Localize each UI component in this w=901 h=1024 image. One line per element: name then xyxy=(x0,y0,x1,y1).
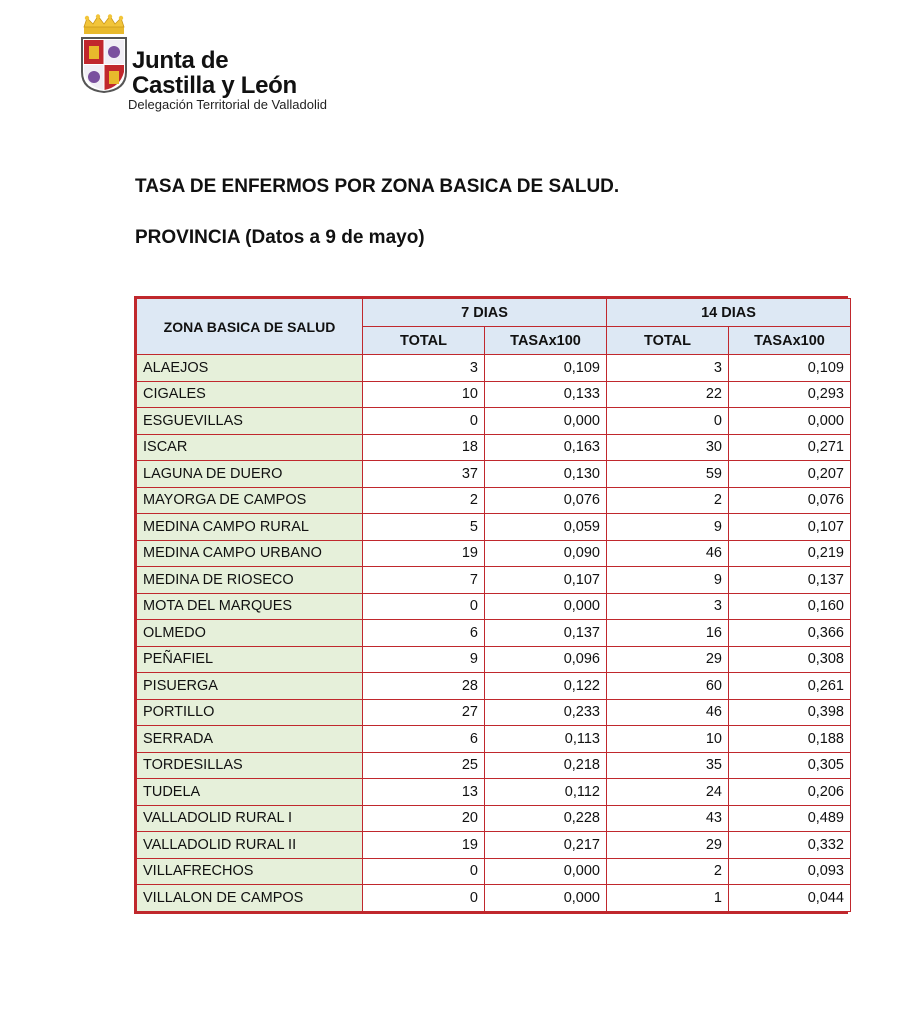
total-7-days-cell: 19 xyxy=(363,540,485,567)
total-14-days-cell: 0 xyxy=(607,408,729,435)
rate-14-days-cell: 0,076 xyxy=(729,487,851,514)
zone-name-cell: PISUERGA xyxy=(137,673,363,700)
rate-7-days-cell: 0,000 xyxy=(485,858,607,885)
crown-icon xyxy=(82,14,126,36)
total-7-days-cell: 7 xyxy=(363,567,485,594)
zone-name-cell: ESGUEVILLAS xyxy=(137,408,363,435)
total-14-days-cell: 3 xyxy=(607,355,729,382)
zone-name-cell: CIGALES xyxy=(137,381,363,408)
coat-of-arms-icon xyxy=(80,36,128,94)
total-14-days-cell: 29 xyxy=(607,646,729,673)
rate-7-days-cell: 0,000 xyxy=(485,408,607,435)
table-group-header-row xyxy=(137,299,851,327)
total-7-days-cell: 0 xyxy=(363,858,485,885)
organization-logo xyxy=(80,14,380,114)
table-row xyxy=(137,408,851,435)
table-row xyxy=(137,593,851,620)
rate-14-days-cell: 0,271 xyxy=(729,434,851,461)
zone-name-cell: MOTA DEL MARQUES xyxy=(137,593,363,620)
table-row xyxy=(137,805,851,832)
rate-7-days-cell: 0,076 xyxy=(485,487,607,514)
zone-name-cell: OLMEDO xyxy=(137,620,363,647)
total-14-days-cell: 59 xyxy=(607,461,729,488)
rate-14-days-cell: 0,219 xyxy=(729,540,851,567)
rate-7-days-cell: 0,090 xyxy=(485,540,607,567)
table-row xyxy=(137,673,851,700)
rate-14-days-cell: 0,000 xyxy=(729,408,851,435)
zone-column-header: ZONA BASICA DE SALUD xyxy=(137,299,363,355)
total-7-days-cell: 0 xyxy=(363,408,485,435)
total-14-days-cell: 43 xyxy=(607,805,729,832)
rate-7-days-cell: 0,228 xyxy=(485,805,607,832)
zone-name-cell: ALAEJOS xyxy=(137,355,363,382)
rate-14-days-cell: 0,188 xyxy=(729,726,851,753)
rate-7-days-cell: 0,130 xyxy=(485,461,607,488)
zone-name-cell: MAYORGA DE CAMPOS xyxy=(137,487,363,514)
zone-name-cell: MEDINA CAMPO URBANO xyxy=(137,540,363,567)
rate-7-days-cell: 0,096 xyxy=(485,646,607,673)
table-row xyxy=(137,726,851,753)
table-row xyxy=(137,434,851,461)
rate-7-days-cell: 0,233 xyxy=(485,699,607,726)
rate-7-days-cell: 0,217 xyxy=(485,832,607,859)
table-row xyxy=(137,832,851,859)
rate-7-days-cell: 0,122 xyxy=(485,673,607,700)
rate-7-days-cell: 0,000 xyxy=(485,885,607,912)
total-7-days-cell: 3 xyxy=(363,355,485,382)
total-7-days-cell: 18 xyxy=(363,434,485,461)
rate-14-days-cell: 0,137 xyxy=(729,567,851,594)
zone-name-cell: TORDESILLAS xyxy=(137,752,363,779)
rate-7-days-cell: 0,107 xyxy=(485,567,607,594)
total-7-days-cell: 9 xyxy=(363,646,485,673)
zone-name-cell: MEDINA CAMPO RURAL xyxy=(137,514,363,541)
rate-14-days-cell: 0,206 xyxy=(729,779,851,806)
zone-name-cell: VALLADOLID RURAL II xyxy=(137,832,363,859)
rate-14-days-cell: 0,044 xyxy=(729,885,851,912)
total-14-days-cell: 16 xyxy=(607,620,729,647)
total-7-days-cell: 27 xyxy=(363,699,485,726)
zone-name-cell: ISCAR xyxy=(137,434,363,461)
total-7-days-cell: 37 xyxy=(363,461,485,488)
total-7-days-cell: 28 xyxy=(363,673,485,700)
total-14-days-cell: 60 xyxy=(607,673,729,700)
total-14-days-cell: 46 xyxy=(607,540,729,567)
rate-14-days-cell: 0,207 xyxy=(729,461,851,488)
rate-14-days-cell: 0,160 xyxy=(729,593,851,620)
total-7-days-cell: 25 xyxy=(363,752,485,779)
rate-14-days-cell: 0,366 xyxy=(729,620,851,647)
total-14-days-cell: 22 xyxy=(607,381,729,408)
total-7-days-cell: 19 xyxy=(363,832,485,859)
rate-14-days-cell: 0,107 xyxy=(729,514,851,541)
total-7-days-cell: 6 xyxy=(363,620,485,647)
org-subtitle: Delegación Territorial de Valladolid xyxy=(128,97,327,112)
rate-14-days-cell: 0,398 xyxy=(729,699,851,726)
rate-7-days-cell: 0,133 xyxy=(485,381,607,408)
total-14-days-cell: 9 xyxy=(607,567,729,594)
total-14-days-cell: 35 xyxy=(607,752,729,779)
zone-name-cell: PORTILLO xyxy=(137,699,363,726)
rate-7-days-cell: 0,113 xyxy=(485,726,607,753)
rate-14-days-cell: 0,308 xyxy=(729,646,851,673)
total-7-days-cell: 2 xyxy=(363,487,485,514)
total-7-days-cell: 6 xyxy=(363,726,485,753)
org-name-line1: Junta de xyxy=(132,47,229,74)
zone-name-cell: VALLADOLID RURAL I xyxy=(137,805,363,832)
table-row xyxy=(137,620,851,647)
rate-14-days-cell: 0,093 xyxy=(729,858,851,885)
rate-7-days-cell: 0,000 xyxy=(485,593,607,620)
rate-7-days-cell: 0,059 xyxy=(485,514,607,541)
column-header-rate-7: TASAx100 xyxy=(485,327,607,355)
table-row xyxy=(137,381,851,408)
total-14-days-cell: 2 xyxy=(607,487,729,514)
total-7-days-cell: 20 xyxy=(363,805,485,832)
zone-name-cell: PEÑAFIEL xyxy=(137,646,363,673)
zone-name-cell: LAGUNA DE DUERO xyxy=(137,461,363,488)
zone-name-cell: VILLALON DE CAMPOS xyxy=(137,885,363,912)
table-row xyxy=(137,752,851,779)
table-row xyxy=(137,355,851,382)
table-row xyxy=(137,646,851,673)
rate-7-days-cell: 0,218 xyxy=(485,752,607,779)
org-name-line2: Castilla y León xyxy=(132,72,297,99)
total-14-days-cell: 2 xyxy=(607,858,729,885)
rates-table xyxy=(134,296,848,914)
zone-name-cell: TUDELA xyxy=(137,779,363,806)
group-header-7-days: 7 DIAS xyxy=(363,299,607,327)
column-header-total-14: TOTAL xyxy=(607,327,729,355)
document-subtitle: PROVINCIA (Datos a 9 de mayo) xyxy=(135,227,425,248)
total-7-days-cell: 0 xyxy=(363,593,485,620)
group-header-14-days: 14 DIAS xyxy=(607,299,851,327)
rate-14-days-cell: 0,489 xyxy=(729,805,851,832)
table-row xyxy=(137,858,851,885)
total-14-days-cell: 10 xyxy=(607,726,729,753)
total-14-days-cell: 24 xyxy=(607,779,729,806)
zone-name-cell: SERRADA xyxy=(137,726,363,753)
rate-14-days-cell: 0,261 xyxy=(729,673,851,700)
total-14-days-cell: 29 xyxy=(607,832,729,859)
rate-7-days-cell: 0,137 xyxy=(485,620,607,647)
rate-14-days-cell: 0,332 xyxy=(729,832,851,859)
rate-14-days-cell: 0,305 xyxy=(729,752,851,779)
total-7-days-cell: 13 xyxy=(363,779,485,806)
table-row xyxy=(137,514,851,541)
total-14-days-cell: 9 xyxy=(607,514,729,541)
table-row xyxy=(137,885,851,912)
table-row xyxy=(137,487,851,514)
table-row xyxy=(137,699,851,726)
total-14-days-cell: 1 xyxy=(607,885,729,912)
table-row xyxy=(137,779,851,806)
rate-7-days-cell: 0,163 xyxy=(485,434,607,461)
table-body xyxy=(137,355,851,912)
table-row xyxy=(137,540,851,567)
rate-7-days-cell: 0,112 xyxy=(485,779,607,806)
document-title: TASA DE ENFERMOS POR ZONA BASICA DE SALUD. xyxy=(135,176,620,197)
column-header-rate-14: TASAx100 xyxy=(729,327,851,355)
total-7-days-cell: 10 xyxy=(363,381,485,408)
total-7-days-cell: 0 xyxy=(363,885,485,912)
table-row xyxy=(137,461,851,488)
total-14-days-cell: 46 xyxy=(607,699,729,726)
table-row xyxy=(137,567,851,594)
zone-name-cell: VILLAFRECHOS xyxy=(137,858,363,885)
total-7-days-cell: 5 xyxy=(363,514,485,541)
rate-7-days-cell: 0,109 xyxy=(485,355,607,382)
rate-14-days-cell: 0,293 xyxy=(729,381,851,408)
column-header-total-7: TOTAL xyxy=(363,327,485,355)
total-14-days-cell: 3 xyxy=(607,593,729,620)
total-14-days-cell: 30 xyxy=(607,434,729,461)
zone-name-cell: MEDINA DE RIOSECO xyxy=(137,567,363,594)
rate-14-days-cell: 0,109 xyxy=(729,355,851,382)
